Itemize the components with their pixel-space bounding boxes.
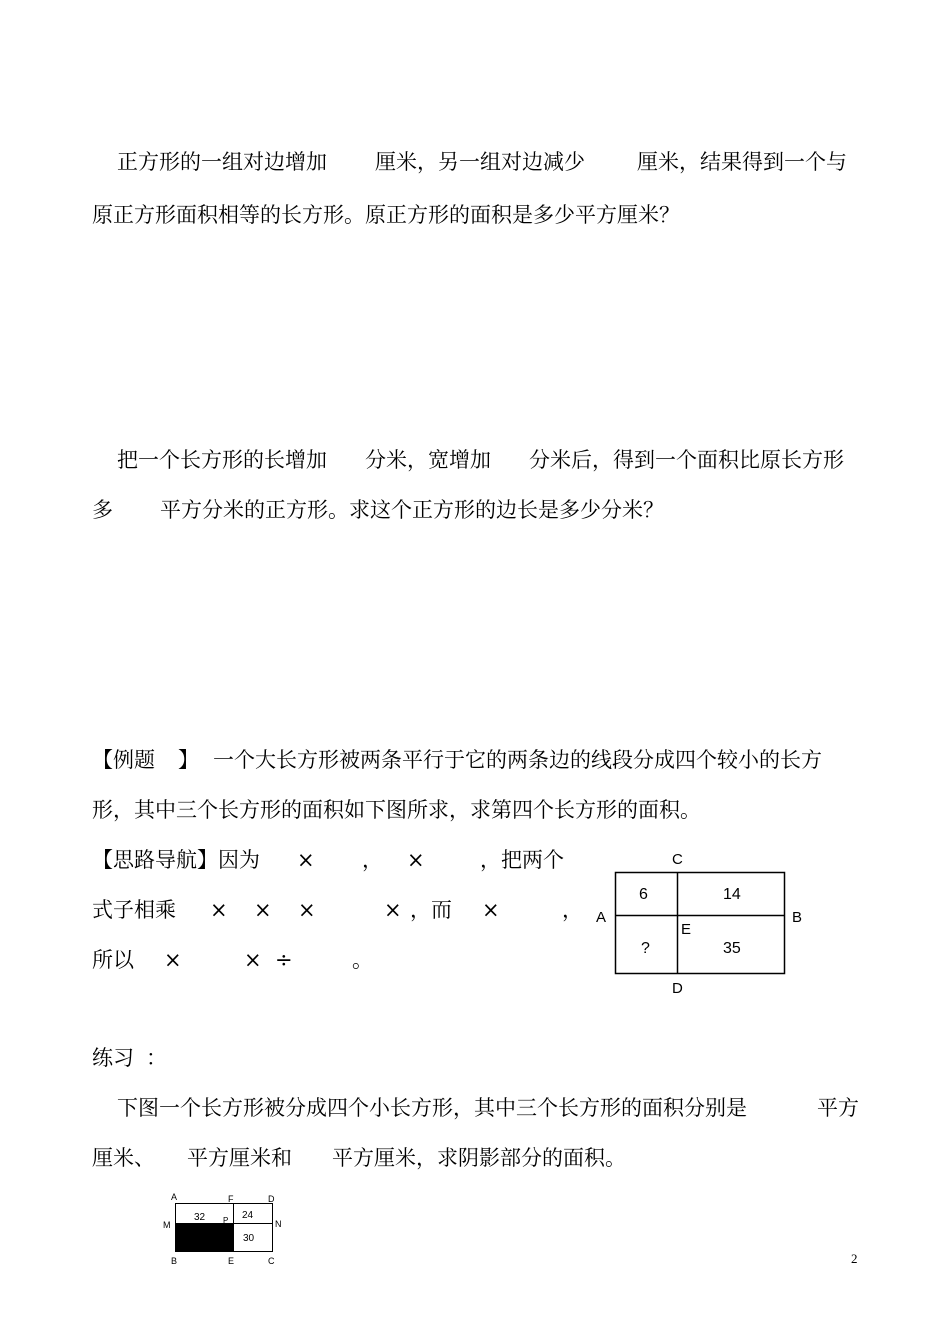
example-bracket: 】 bbox=[178, 748, 199, 772]
example-line-5 bbox=[92, 948, 373, 972]
label-n: N bbox=[275, 1219, 282, 1229]
operator: × bbox=[384, 898, 402, 922]
text-segment: 平方 bbox=[817, 1096, 859, 1120]
page-number: 2 bbox=[851, 1251, 858, 1266]
figure-practice-rectangle bbox=[160, 1190, 290, 1270]
cell-top-left-area: 32 bbox=[194, 1212, 206, 1223]
problem-2-line-1 bbox=[117, 448, 844, 472]
label-a: A bbox=[596, 909, 607, 926]
label-b: B bbox=[792, 909, 803, 926]
text-segment: 平方厘米，求阴影部分的面积。 bbox=[332, 1146, 626, 1170]
operator: ÷ bbox=[275, 948, 293, 972]
text-segment: 平方分米的正方形。求这个正方形的边长是多少分米？ bbox=[160, 498, 664, 522]
text-segment: 多 bbox=[92, 498, 113, 522]
problem-1-line-2: 原正方形面积相等的长方形。原正方形的面积是多少平方厘米？ bbox=[92, 203, 680, 227]
text-segment: ，把两个 bbox=[480, 848, 564, 872]
label-b: B bbox=[171, 1256, 178, 1266]
text-segment: ， bbox=[562, 898, 583, 922]
text-segment: 厘米，结果得到一个与 bbox=[637, 150, 847, 174]
text-segment: ，而 bbox=[410, 898, 452, 922]
text-segment: 式子相乘 bbox=[92, 898, 176, 922]
text-segment: 把一个长方形的长增加 bbox=[117, 448, 327, 472]
cell-top-left-area: 6 bbox=[639, 886, 648, 903]
operator: × bbox=[164, 948, 182, 972]
figure-example-rectangle bbox=[590, 848, 815, 1000]
example-line-4 bbox=[92, 898, 583, 922]
label-e: E bbox=[228, 1256, 235, 1266]
cell-bottom-right-area: 35 bbox=[723, 940, 741, 957]
label-m: M bbox=[163, 1220, 171, 1230]
text-segment: 【思路导航】因为 bbox=[92, 848, 260, 872]
cell-top-right-area: 14 bbox=[723, 886, 741, 903]
practice-line-2 bbox=[92, 1146, 626, 1170]
operator: × bbox=[297, 848, 315, 872]
practice-title bbox=[92, 1046, 167, 1070]
cell-bottom-right-area: 30 bbox=[243, 1233, 255, 1244]
label-e: E bbox=[681, 921, 692, 938]
text-segment: 下图一个长方形被分成四个小长方形，其中三个长方形的面积分别是 bbox=[117, 1096, 747, 1120]
operator: × bbox=[482, 898, 500, 922]
operator: × bbox=[244, 948, 262, 972]
text-segment: 分米后，得到一个面积比原长方形 bbox=[529, 448, 844, 472]
practice-heading: 练习 bbox=[92, 1046, 134, 1070]
label-c: C bbox=[672, 851, 683, 868]
text-segment: 分米，宽增加 bbox=[365, 448, 491, 472]
text-segment: 正方形的一组对边增加 bbox=[117, 150, 327, 174]
text-segment: 厘米、 bbox=[92, 1146, 155, 1170]
operator: × bbox=[254, 898, 272, 922]
example-heading: 【例题 bbox=[92, 748, 155, 772]
text-segment: 厘米，另一组对边减少 bbox=[375, 150, 585, 174]
cell-top-right-area: 24 bbox=[242, 1210, 254, 1221]
label-f: F bbox=[228, 1194, 234, 1204]
operator: × bbox=[210, 898, 228, 922]
figure-example-lines bbox=[590, 848, 815, 1000]
label-p: P bbox=[223, 1216, 229, 1225]
label-a: A bbox=[171, 1192, 178, 1202]
practice-line-1 bbox=[117, 1096, 859, 1120]
example-line-1 bbox=[92, 748, 822, 772]
cell-bottom-left-area: ? bbox=[641, 940, 650, 957]
label-d: D bbox=[672, 980, 683, 997]
text-segment: 一个大长方形被两条平行于它的两条边的线段分成四个较小的长方 bbox=[213, 748, 822, 772]
text-segment: 。 bbox=[352, 948, 373, 972]
example-line-2: 形，其中三个长方形的面积如下图所求，求第四个长方形的面积。 bbox=[92, 798, 701, 822]
label-c: C bbox=[268, 1256, 275, 1266]
operator: × bbox=[298, 898, 316, 922]
practice-colon: ： bbox=[146, 1046, 167, 1070]
operator: × bbox=[407, 848, 425, 872]
operator: ， bbox=[362, 848, 383, 872]
example-line-3 bbox=[92, 848, 564, 872]
problem-1-line-1 bbox=[117, 150, 847, 174]
text-segment: 所以 bbox=[92, 948, 134, 972]
label-d: D bbox=[268, 1194, 275, 1204]
text-segment: 平方厘米和 bbox=[187, 1146, 292, 1170]
problem-2-line-2 bbox=[92, 498, 664, 522]
